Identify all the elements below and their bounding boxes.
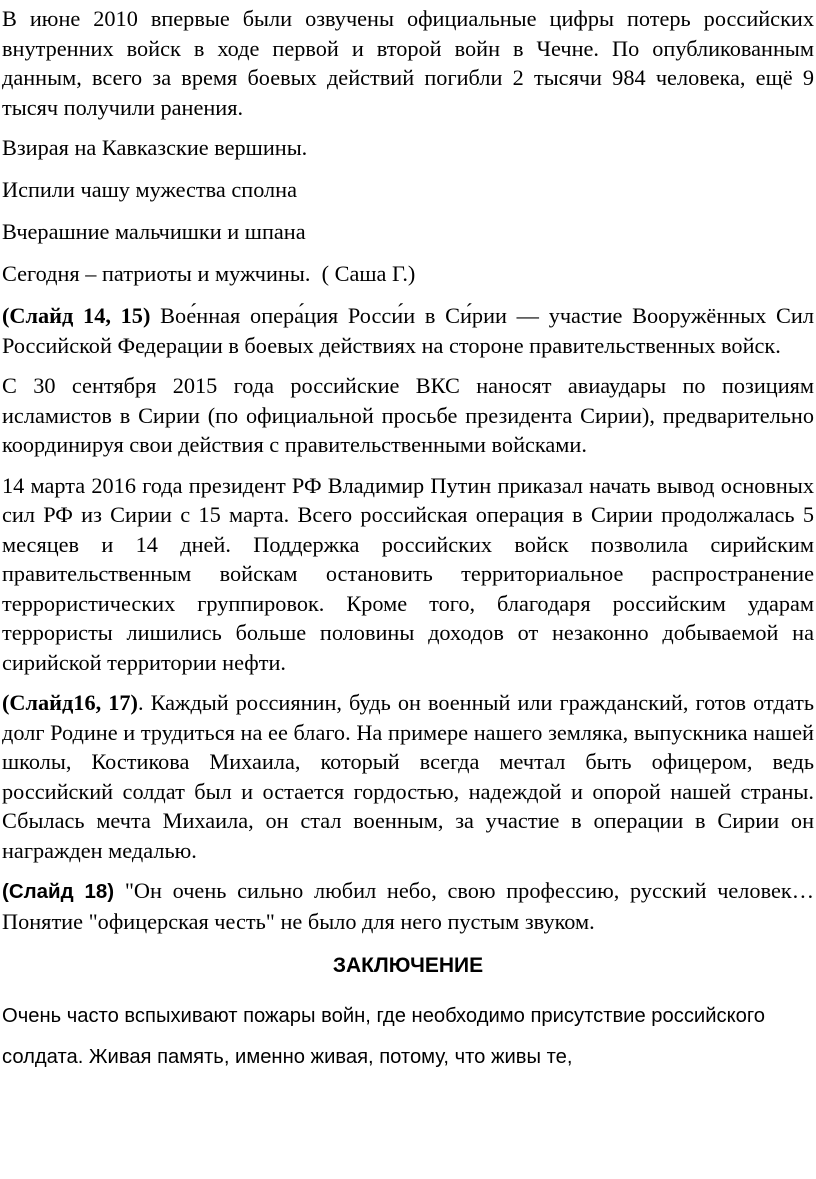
poem-line-1: Взирая на Кавказские вершины.: [2, 135, 308, 160]
conclusion-heading: ЗАКЛЮЧЕНИЕ: [332, 954, 484, 977]
conclusion-text: Очень часто вспыхивают пожары войн, где необходимо присутствие российского солдата. Живая память, именно живая, потому, что живы те,: [2, 1005, 766, 1068]
paragraph-syria-operation: [2, 301, 814, 360]
quote-text: "Он очень сильно любил небо, свою профессию, русский человек… Понятие "офицерская честь" не было для него пустым звуком.: [2, 878, 815, 934]
poem-line-3: Вчерашние мальчишки и шпана: [2, 219, 306, 244]
syria-operation-text: Вое́нная опера́ция Росси́и в Си́рии — участие Вооружённых Сил Российской Федерации в боевых действиях на стороне правительственных войск.: [2, 303, 814, 358]
slide-label-16-17: (Слайд16, 17): [2, 690, 138, 715]
poem-line-2: Испили чашу мужества сполна: [2, 177, 298, 202]
paragraph-airstrikes: С 30 сентября 2015 года российские ВКС наносят авиаудары по позициям исламистов в Сирии (по официальной просьбе президента Сирии), предварительно координируя свои действия с правительственными войсками.: [2, 373, 814, 457]
paragraph-withdrawal: 14 марта 2016 года президент РФ Владимир Путин приказал начать вывод основных сил РФ из Сирии с 15 марта. Всего российская операция в Сирии продолжалась 5 месяцев и 14 дней. Поддержка российских войск позволила сирийским правительственным войскам остановить территориальное распространение террористических группировок. Кроме того, благодаря российским ударам террористы лишились больше половины доходов от незаконно добываемой на сирийской территории нефти.: [2, 472, 814, 675]
slide-label-14-15: (Слайд 14, 15): [2, 303, 151, 328]
paragraph-quote: [2, 876, 814, 936]
paragraph-kostikov: [2, 688, 814, 865]
kostikov-text: . Каждый россиянин, будь он военный или гражданский, готов отдать долг Родине и трудиться на ее благо. На примере нашего земляка, выпускника нашей школы, Костикова Михаила, который всегда мечтал быть офицером, ведь российский солдат был и остается гордостью, надеждой и опорой нашей страны. Сбылась мечта Михаила, он стал военным, за участие в операции в Сирии он награжден медалью.: [2, 690, 814, 863]
slide-label-18: (Слайд 18): [2, 880, 115, 903]
paragraph-chechnya-losses: В июне 2010 впервые были озвучены официальные цифры потерь российских внутренних войск в ходе первой и второй войн в Чечне. По опубликованным данным, всего за время боевых действий погибли 2 тысячи 984 человека, ещё 9 тысяч получили ранения.: [2, 6, 814, 120]
poem-line-4: Сегодня – патриоты и мужчины. ( Саша Г.): [2, 261, 416, 286]
